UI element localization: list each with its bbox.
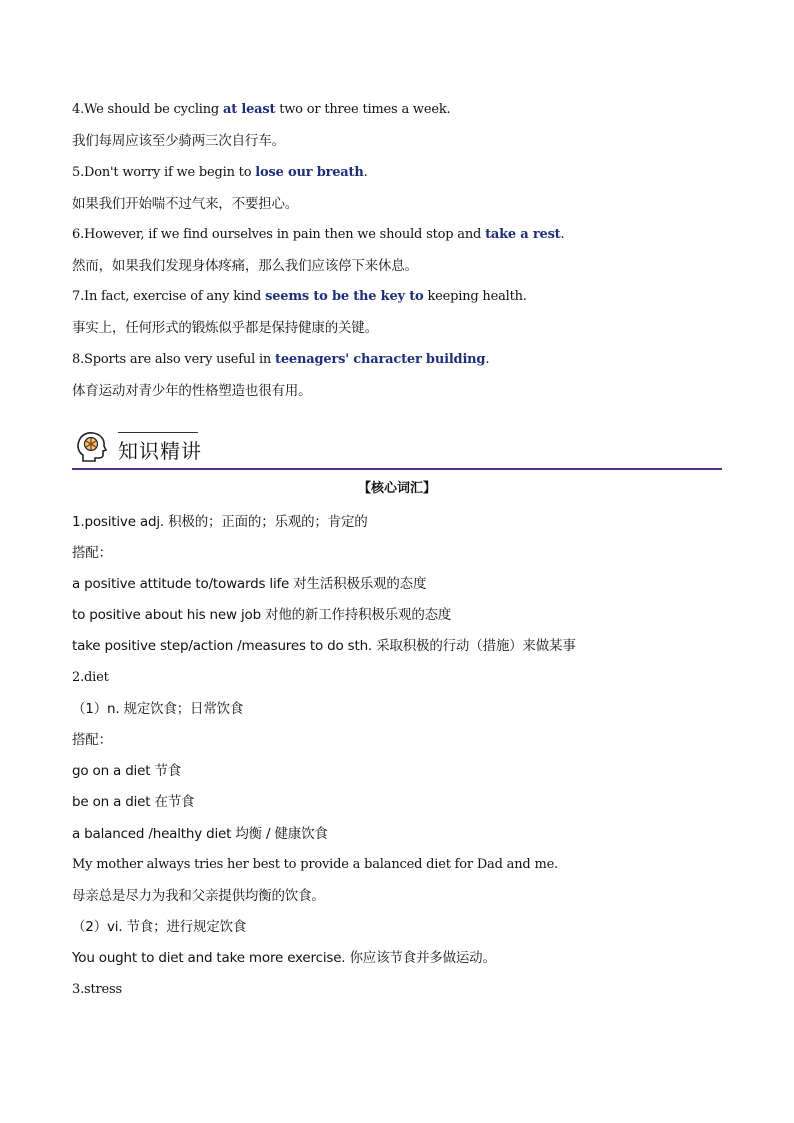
vocab-line: 母亲总是尽力为我和父亲提供均衡的饮食。 [72,888,325,904]
vocab-line: 搭配： [72,732,112,748]
vocab-line: You ought to diet and take more exercise. 你应该节食并多做运动。 [72,950,496,966]
section-header [72,428,722,470]
section-title: 知识精讲 [118,439,202,463]
vocab-line: a positive attitude to/towards life 对生活积极乐观的态度 [72,576,427,592]
sentence-8-cn: 体育运动对青少年的性格塑造也很有用。 [72,383,312,399]
key-phrase: teenagers' character building [275,352,486,367]
sentence-5-en [72,164,368,182]
vocab-line: 3.stress [72,982,122,997]
vocab-line: 2.diet [72,670,109,685]
vocab-line: 搭配： [72,545,112,561]
core-vocabulary-heading: 【核心词汇】 [357,481,436,496]
vocab-line: （1）n. 规定饮食；日常饮食 [72,701,244,717]
sentence-text: 7.In fact, exercise of any kind [72,289,266,304]
sentence-text: . [363,165,368,180]
section-divider [72,468,722,470]
sentence-7-cn: 事实上，任何形式的锻炼似乎都是保持健康的关键。 [72,320,378,336]
vocab-line: to positive about his new job 对他的新工作持积极乐观的态度 [72,607,452,623]
vocab-line: （2）vi. 节食；进行规定饮食 [72,919,247,935]
sentence-text: 8.Sports are also very useful in [72,352,276,367]
sentence-text: keeping health. [423,289,527,304]
thinking-head-icon [74,430,108,464]
key-phrase: seems to be the key to [265,289,424,304]
sentence-7-en [72,288,527,306]
sentence-text: two or three times a week. [275,102,451,117]
key-phrase: take a rest [485,227,561,242]
sentence-8-en [72,351,489,369]
section-title-rule [118,432,198,433]
sentence-4-cn: 我们每周应该至少骑两三次自行车。 [72,133,285,149]
sentence-6-en [72,226,564,244]
vocab-line: go on a diet 节食 [72,763,182,779]
sentence-text: 6.However, if we find ourselves in pain then we should stop and [72,227,486,242]
vocab-line: be on a diet 在节食 [72,794,195,810]
vocab-line: a balanced /healthy diet 均衡 / 健康饮食 [72,826,328,842]
key-phrase: at least [222,102,276,117]
sentence-5-cn: 如果我们开始喘不过气来，不要担心。 [72,196,299,212]
vocab-line: My mother always tries her best to provide a balanced diet for Dad and me. [72,857,558,872]
sentence-text: 4.We should be cycling [72,102,223,117]
key-phrase: lose our breath [255,165,364,180]
sentence-6-cn: 然而，如果我们发现身体疼痛，那么我们应该停下来休息。 [72,258,418,274]
sentence-text: . [485,352,490,367]
sentence-text: . [560,227,565,242]
vocab-line: take positive step/action /measures to do sth. 采取积极的行动（措施）来做某事 [72,638,576,654]
sentence-4-en [72,101,450,119]
sentence-text: 5.Don't worry if we begin to [72,165,256,180]
vocab-line: 1.positive adj. 积极的；正面的；乐观的；肯定的 [72,514,368,530]
